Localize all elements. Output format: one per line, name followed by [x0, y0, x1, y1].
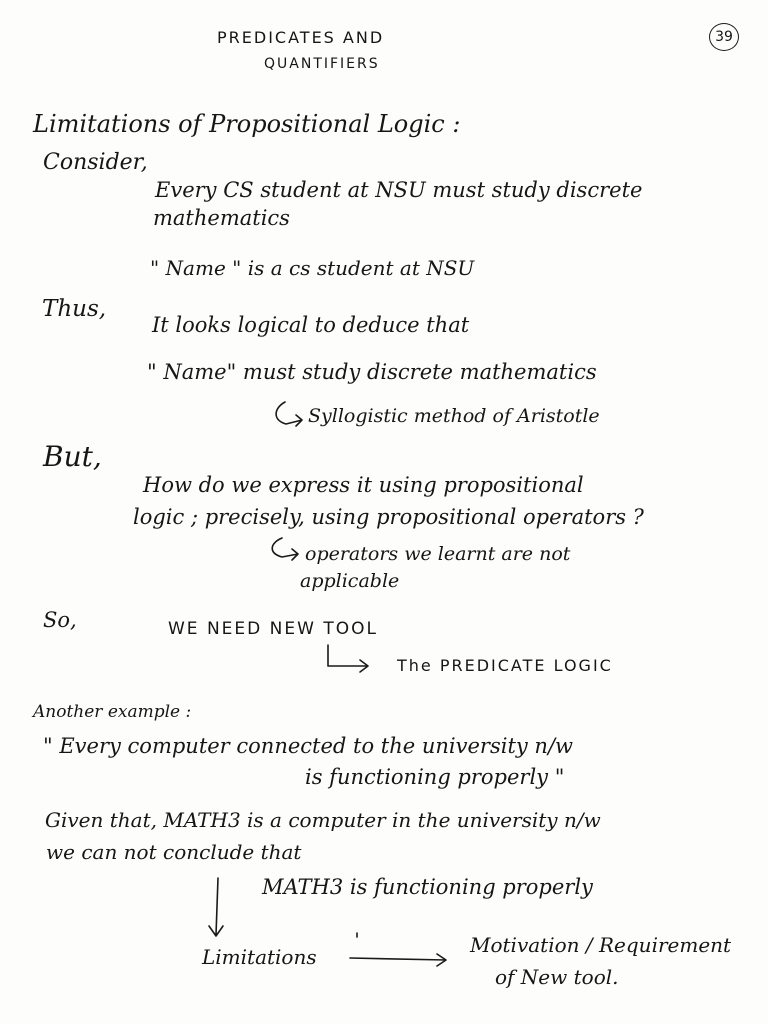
- down-arrow-icon: [209, 878, 223, 936]
- math3-conclusion: MATH3 is functioning properly: [262, 875, 593, 899]
- thus-label: Thus,: [42, 296, 107, 322]
- conclusion-line2: " Name" must study discrete mathematics: [147, 360, 597, 384]
- question-line2: logic ; precisely, using propositional operators ?: [133, 505, 644, 529]
- need-new-tool: WE NEED NEW TOOL: [168, 619, 378, 639]
- given-line1: Given that, MATH3 is a computer in the university n/w: [45, 808, 601, 832]
- so-label: So,: [43, 608, 77, 632]
- given-line2: we can not conclude that: [46, 840, 302, 864]
- page-title-line2: QUANTIFIERS: [264, 56, 380, 72]
- page-number: 39: [709, 23, 739, 51]
- question-line1: How do we express it using propositional: [143, 473, 584, 497]
- motivation-line2: of New tool.: [495, 965, 619, 989]
- premise1-line1: Every CS student at NSU must study discrete: [155, 178, 643, 202]
- quote-line2: is functioning properly ": [305, 765, 565, 789]
- premise2: " Name " is a cs student at NSU: [150, 256, 475, 280]
- page-title-line1: PREDICATES AND: [217, 28, 385, 47]
- limitations-label: Limitations: [202, 945, 317, 969]
- another-example-label: Another example :: [33, 702, 192, 722]
- consider-label: Consider,: [43, 150, 148, 175]
- syllogism-hook-arrow-icon: [276, 402, 302, 426]
- syllogism-note: Syllogistic method of Aristotle: [308, 405, 600, 427]
- conclusion-line1: It looks logical to deduce that: [152, 313, 470, 337]
- predicate-logic-arrow-icon: [328, 645, 368, 672]
- premise1-line2: mathematics: [153, 206, 290, 230]
- quote-line1: " Every computer connected to the university n/w: [43, 734, 573, 758]
- predicate-logic: The PREDICATE LOGIC: [397, 656, 613, 675]
- operators-note-line2: applicable: [300, 570, 400, 592]
- operators-hook-arrow-icon: [272, 538, 298, 560]
- section-heading: Limitations of Propositional Logic :: [33, 110, 461, 138]
- right-arrow-icon: [350, 954, 446, 966]
- motivation-line1: Motivation / Requirement: [470, 933, 732, 957]
- but-label: But,: [43, 440, 102, 473]
- operators-note-line1: operators we learnt are not: [305, 543, 571, 565]
